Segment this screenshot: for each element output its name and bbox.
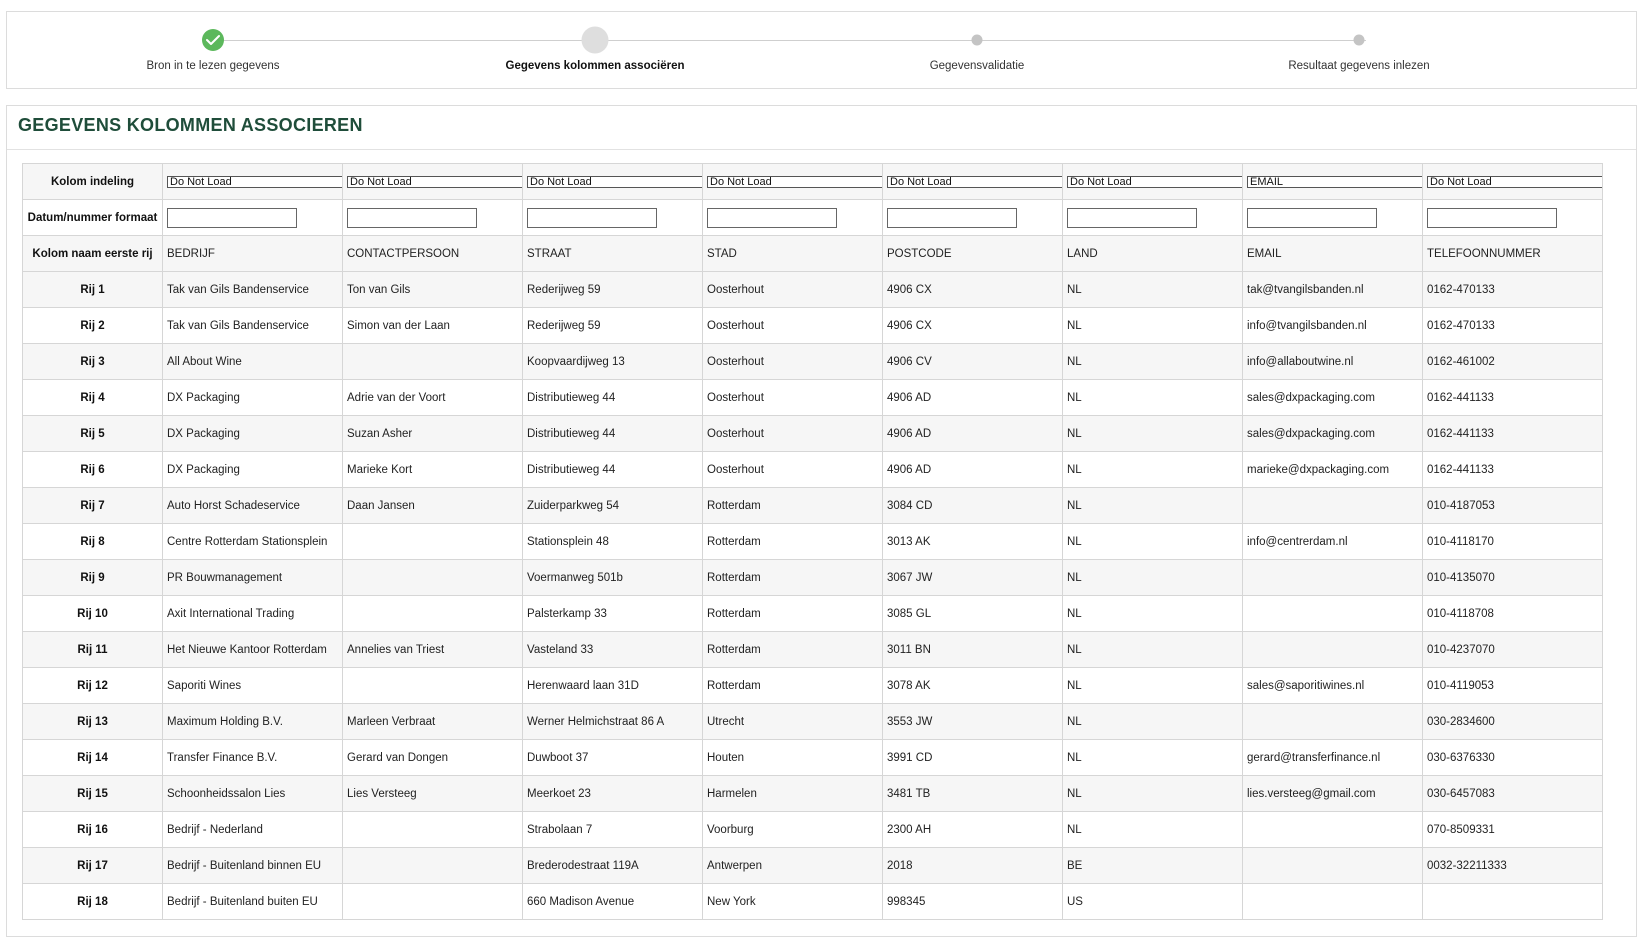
step-label: Gegevens kolommen associëren xyxy=(505,60,685,72)
table-cell xyxy=(1243,488,1423,524)
mapping-row xyxy=(23,164,1603,200)
table-cell xyxy=(1243,596,1423,632)
table-cell: 2018 xyxy=(883,848,1063,884)
table-cell: 998345 xyxy=(883,884,1063,920)
table-cell: BE xyxy=(1063,848,1243,884)
table-cell: tak@tvangilsbanden.nl xyxy=(1243,272,1423,308)
column-name-cell: TELEFOONNUMMER xyxy=(1423,236,1603,272)
row-label: Rij 11 xyxy=(23,632,163,668)
table-row xyxy=(23,740,1603,776)
table-cell xyxy=(343,812,523,848)
table-cell xyxy=(1243,884,1423,920)
format-cell xyxy=(163,200,343,236)
row-label: Rij 5 xyxy=(23,416,163,452)
mapping-cell xyxy=(883,164,1063,200)
row-label: Rij 8 xyxy=(23,524,163,560)
table-cell: PR Bouwmanagement xyxy=(163,560,343,596)
row-label: Rij 9 xyxy=(23,560,163,596)
row-label: Rij 16 xyxy=(23,812,163,848)
table-cell: Antwerpen xyxy=(703,848,883,884)
table-cell: Oosterhout xyxy=(703,452,883,488)
table-cell xyxy=(1243,632,1423,668)
table-cell: 0162-441133 xyxy=(1423,380,1603,416)
table-cell xyxy=(343,884,523,920)
table-cell: Lies Versteeg xyxy=(343,776,523,812)
table-cell: NL xyxy=(1063,488,1243,524)
table-cell: 3078 AK xyxy=(883,668,1063,704)
format-cell xyxy=(883,200,1063,236)
table-cell: Rotterdam xyxy=(703,524,883,560)
mapping-cell xyxy=(1243,164,1423,200)
table-cell: NL xyxy=(1063,668,1243,704)
format-input[interactable] xyxy=(347,208,477,228)
table-cell: NL xyxy=(1063,704,1243,740)
table-cell: 660 Madison Avenue xyxy=(523,884,703,920)
import-stepper xyxy=(6,11,1637,89)
current-step-indicator xyxy=(582,27,609,54)
table-cell: 010-4118170 xyxy=(1423,524,1603,560)
table-cell: sales@dxpackaging.com xyxy=(1243,416,1423,452)
table-cell xyxy=(1243,848,1423,884)
format-input[interactable] xyxy=(527,208,657,228)
row-label: Rij 12 xyxy=(23,668,163,704)
table-cell: 4906 AD xyxy=(883,416,1063,452)
table-row xyxy=(23,848,1603,884)
row-label: Rij 15 xyxy=(23,776,163,812)
table-cell: Stationsplein 48 xyxy=(523,524,703,560)
mapping-cell xyxy=(1063,164,1243,200)
table-cell: 070-8509331 xyxy=(1423,812,1603,848)
table-cell: NL xyxy=(1063,740,1243,776)
table-cell: Oosterhout xyxy=(703,272,883,308)
table-cell: 0162-470133 xyxy=(1423,308,1603,344)
table-cell: 0162-441133 xyxy=(1423,416,1603,452)
table-cell xyxy=(1423,884,1603,920)
pending-step-indicator xyxy=(1354,35,1365,46)
stepper-track xyxy=(222,40,1366,41)
table-cell: Oosterhout xyxy=(703,380,883,416)
table-cell xyxy=(1243,560,1423,596)
table-cell: Schoonheidssalon Lies xyxy=(163,776,343,812)
table-row xyxy=(23,668,1603,704)
column-mapping-select[interactable]: Do Not Load xyxy=(347,176,522,188)
table-cell: 010-4237070 xyxy=(1423,632,1603,668)
table-cell: Tak van Gils Bandenservice xyxy=(163,272,343,308)
table-row xyxy=(23,596,1603,632)
table-row xyxy=(23,524,1603,560)
table-cell: Marleen Verbraat xyxy=(343,704,523,740)
table-cell: Rotterdam xyxy=(703,560,883,596)
table-cell: 0162-470133 xyxy=(1423,272,1603,308)
table-cell: New York xyxy=(703,884,883,920)
step-source[interactable] xyxy=(63,12,363,72)
table-cell: NL xyxy=(1063,344,1243,380)
column-mapping-select[interactable]: EMAIL xyxy=(1247,176,1422,188)
table-cell: 010-4119053 xyxy=(1423,668,1603,704)
table-cell: marieke@dxpackaging.com xyxy=(1243,452,1423,488)
table-cell: Oosterhout xyxy=(703,344,883,380)
row-label: Rij 10 xyxy=(23,596,163,632)
format-cell xyxy=(1243,200,1423,236)
format-row-label: Datum/nummer formaat xyxy=(23,200,163,236)
format-input[interactable] xyxy=(707,208,837,228)
table-cell: Tak van Gils Bandenservice xyxy=(163,308,343,344)
table-cell xyxy=(343,344,523,380)
table-cell: 2300 AH xyxy=(883,812,1063,848)
table-cell: 030-2834600 xyxy=(1423,704,1603,740)
column-name-cell: BEDRIJF xyxy=(163,236,343,272)
table-row xyxy=(23,704,1603,740)
row-label: Rij 18 xyxy=(23,884,163,920)
table-cell: Harmelen xyxy=(703,776,883,812)
column-mapping-select[interactable]: Do Not Load xyxy=(527,176,702,188)
table-row xyxy=(23,776,1603,812)
column-mapping-select[interactable]: Do Not Load xyxy=(887,176,1062,188)
table-cell: Rotterdam xyxy=(703,632,883,668)
table-cell: Oosterhout xyxy=(703,308,883,344)
table-cell: Distributieweg 44 xyxy=(523,380,703,416)
table-cell xyxy=(343,560,523,596)
row-label: Rij 17 xyxy=(23,848,163,884)
table-cell: lies.versteeg@gmail.com xyxy=(1243,776,1423,812)
table-cell: DX Packaging xyxy=(163,452,343,488)
table-cell: Rederijweg 59 xyxy=(523,308,703,344)
format-input[interactable] xyxy=(1427,208,1557,228)
table-cell xyxy=(343,524,523,560)
table-cell: Vasteland 33 xyxy=(523,632,703,668)
column-mapping-select[interactable]: Do Not Load xyxy=(1067,176,1242,188)
table-cell: 3553 JW xyxy=(883,704,1063,740)
table-cell: Distributieweg 44 xyxy=(523,452,703,488)
table-cell: Het Nieuwe Kantoor Rotterdam xyxy=(163,632,343,668)
table-cell: NL xyxy=(1063,272,1243,308)
column-mapping-table xyxy=(22,163,1603,920)
row-label: Rij 3 xyxy=(23,344,163,380)
table-cell: Zuiderparkweg 54 xyxy=(523,488,703,524)
table-row xyxy=(23,560,1603,596)
format-input[interactable] xyxy=(887,208,1017,228)
table-cell: 0162-441133 xyxy=(1423,452,1603,488)
table-cell: Rederijweg 59 xyxy=(523,272,703,308)
table-cell: info@centrerdam.nl xyxy=(1243,524,1423,560)
column-name-cell: STRAAT xyxy=(523,236,703,272)
row-label: Rij 6 xyxy=(23,452,163,488)
step-associate-columns[interactable] xyxy=(445,12,745,72)
table-row xyxy=(23,308,1603,344)
table-cell: NL xyxy=(1063,632,1243,668)
step-label: Bron in te lezen gegevens xyxy=(146,60,280,72)
mapping-row-label: Kolom indeling xyxy=(23,164,163,200)
table-cell: 3991 CD xyxy=(883,740,1063,776)
mapping-cell xyxy=(343,164,523,200)
divider xyxy=(7,149,1636,150)
table-cell: 030-6457083 xyxy=(1423,776,1603,812)
row-label: Rij 1 xyxy=(23,272,163,308)
table-cell: 4906 CX xyxy=(883,308,1063,344)
table-cell: 3013 AK xyxy=(883,524,1063,560)
table-cell: NL xyxy=(1063,380,1243,416)
table-cell: Rotterdam xyxy=(703,488,883,524)
table-cell: NL xyxy=(1063,308,1243,344)
table-cell: 010-4118708 xyxy=(1423,596,1603,632)
table-cell: sales@saporitiwines.nl xyxy=(1243,668,1423,704)
step-label: Resultaat gegevens inlezen xyxy=(1288,60,1430,72)
table-cell: 4906 AD xyxy=(883,452,1063,488)
table-cell xyxy=(343,668,523,704)
table-cell: Centre Rotterdam Stationsplein xyxy=(163,524,343,560)
table-cell: Meerkoet 23 xyxy=(523,776,703,812)
column-mapping-select[interactable]: Do Not Load xyxy=(167,176,342,188)
table-cell: 0162-461002 xyxy=(1423,344,1603,380)
format-cell xyxy=(1063,200,1243,236)
table-row xyxy=(23,416,1603,452)
column-names-row-label: Kolom naam eerste rij xyxy=(23,236,163,272)
table-cell: NL xyxy=(1063,596,1243,632)
table-cell: Axit International Trading xyxy=(163,596,343,632)
table-cell xyxy=(1243,812,1423,848)
column-mapping-panel xyxy=(6,105,1637,937)
table-cell: Strabolaan 7 xyxy=(523,812,703,848)
format-input[interactable] xyxy=(167,208,297,228)
mapping-cell xyxy=(163,164,343,200)
table-row xyxy=(23,884,1603,920)
table-cell: Voermanweg 501b xyxy=(523,560,703,596)
table-cell: Gerard van Dongen xyxy=(343,740,523,776)
table-cell: US xyxy=(1063,884,1243,920)
row-label: Rij 4 xyxy=(23,380,163,416)
column-name-cell: CONTACTPERSOON xyxy=(343,236,523,272)
column-names-row xyxy=(23,236,1603,272)
table-cell: Rotterdam xyxy=(703,596,883,632)
table-cell: info@allaboutwine.nl xyxy=(1243,344,1423,380)
step-validation[interactable] xyxy=(827,12,1127,72)
table-cell: Herenwaard laan 31D xyxy=(523,668,703,704)
table-cell: Bedrijf - Nederland xyxy=(163,812,343,848)
table-cell: NL xyxy=(1063,560,1243,596)
pending-step-indicator xyxy=(972,35,983,46)
format-input[interactable] xyxy=(1247,208,1377,228)
table-cell: Maximum Holding B.V. xyxy=(163,704,343,740)
table-cell: Brederodestraat 119A xyxy=(523,848,703,884)
row-label: Rij 7 xyxy=(23,488,163,524)
table-cell: NL xyxy=(1063,776,1243,812)
table-cell xyxy=(1243,704,1423,740)
table-cell: Ton van Gils xyxy=(343,272,523,308)
table-cell: 4906 CX xyxy=(883,272,1063,308)
table-cell: Duwboot 37 xyxy=(523,740,703,776)
table-cell: Transfer Finance B.V. xyxy=(163,740,343,776)
table-cell: Bedrijf - Buitenland binnen EU xyxy=(163,848,343,884)
table-row xyxy=(23,632,1603,668)
row-label: Rij 14 xyxy=(23,740,163,776)
table-cell: Werner Helmichstraat 86 A xyxy=(523,704,703,740)
step-result[interactable] xyxy=(1209,12,1509,72)
step-label: Gegevensvalidatie xyxy=(929,60,1025,72)
format-input[interactable] xyxy=(1067,208,1197,228)
row-label: Rij 2 xyxy=(23,308,163,344)
format-cell xyxy=(1423,200,1603,236)
table-cell: info@tvangilsbanden.nl xyxy=(1243,308,1423,344)
table-cell: All About Wine xyxy=(163,344,343,380)
table-cell: Voorburg xyxy=(703,812,883,848)
table-cell: Simon van der Laan xyxy=(343,308,523,344)
table-cell: Daan Jansen xyxy=(343,488,523,524)
table-cell: 3011 BN xyxy=(883,632,1063,668)
page-title: GEGEVENS KOLOMMEN ASSOCIEREN xyxy=(18,115,363,135)
table-row xyxy=(23,272,1603,308)
table-cell: Oosterhout xyxy=(703,416,883,452)
table-row xyxy=(23,452,1603,488)
table-row xyxy=(23,812,1603,848)
column-name-cell: STAD xyxy=(703,236,883,272)
mapping-cell xyxy=(703,164,883,200)
format-cell xyxy=(703,200,883,236)
table-cell: 3067 JW xyxy=(883,560,1063,596)
row-label: Rij 13 xyxy=(23,704,163,740)
table-cell: gerard@transferfinance.nl xyxy=(1243,740,1423,776)
table-cell: 3085 GL xyxy=(883,596,1063,632)
table-cell: 3084 CD xyxy=(883,488,1063,524)
mapping-cell xyxy=(1423,164,1603,200)
table-cell: 010-4135070 xyxy=(1423,560,1603,596)
format-cell xyxy=(523,200,703,236)
table-cell: DX Packaging xyxy=(163,416,343,452)
table-cell: 3481 TB xyxy=(883,776,1063,812)
table-row xyxy=(23,380,1603,416)
table-cell: Houten xyxy=(703,740,883,776)
table-cell: DX Packaging xyxy=(163,380,343,416)
column-mapping-select[interactable]: Do Not Load xyxy=(707,176,882,188)
table-cell: NL xyxy=(1063,812,1243,848)
format-row xyxy=(23,200,1603,236)
table-cell: 010-4187053 xyxy=(1423,488,1603,524)
table-cell: Marieke Kort xyxy=(343,452,523,488)
table-cell: Distributieweg 44 xyxy=(523,416,703,452)
column-name-cell: POSTCODE xyxy=(883,236,1063,272)
table-cell: sales@dxpackaging.com xyxy=(1243,380,1423,416)
table-cell: 0032-32211333 xyxy=(1423,848,1603,884)
table-cell: NL xyxy=(1063,452,1243,488)
table-cell: NL xyxy=(1063,416,1243,452)
table-cell xyxy=(343,848,523,884)
mapping-cell xyxy=(523,164,703,200)
table-cell: Suzan Asher xyxy=(343,416,523,452)
table-row xyxy=(23,488,1603,524)
table-cell: Adrie van der Voort xyxy=(343,380,523,416)
column-name-cell: EMAIL xyxy=(1243,236,1423,272)
column-name-cell: LAND xyxy=(1063,236,1243,272)
table-cell: 4906 AD xyxy=(883,380,1063,416)
table-cell: Saporiti Wines xyxy=(163,668,343,704)
table-cell: Annelies van Triest xyxy=(343,632,523,668)
table-cell xyxy=(343,596,523,632)
column-mapping-select[interactable]: Do Not Load xyxy=(1427,176,1602,188)
table-cell: Rotterdam xyxy=(703,668,883,704)
table-cell: Bedrijf - Buitenland buiten EU xyxy=(163,884,343,920)
table-cell: Auto Horst Schadeservice xyxy=(163,488,343,524)
table-cell: NL xyxy=(1063,524,1243,560)
check-icon xyxy=(202,29,224,51)
format-cell xyxy=(343,200,523,236)
table-cell: 4906 CV xyxy=(883,344,1063,380)
table-cell: Utrecht xyxy=(703,704,883,740)
table-row xyxy=(23,344,1603,380)
table-cell: Palsterkamp 33 xyxy=(523,596,703,632)
table-cell: 030-6376330 xyxy=(1423,740,1603,776)
table-cell: Koopvaardijweg 13 xyxy=(523,344,703,380)
